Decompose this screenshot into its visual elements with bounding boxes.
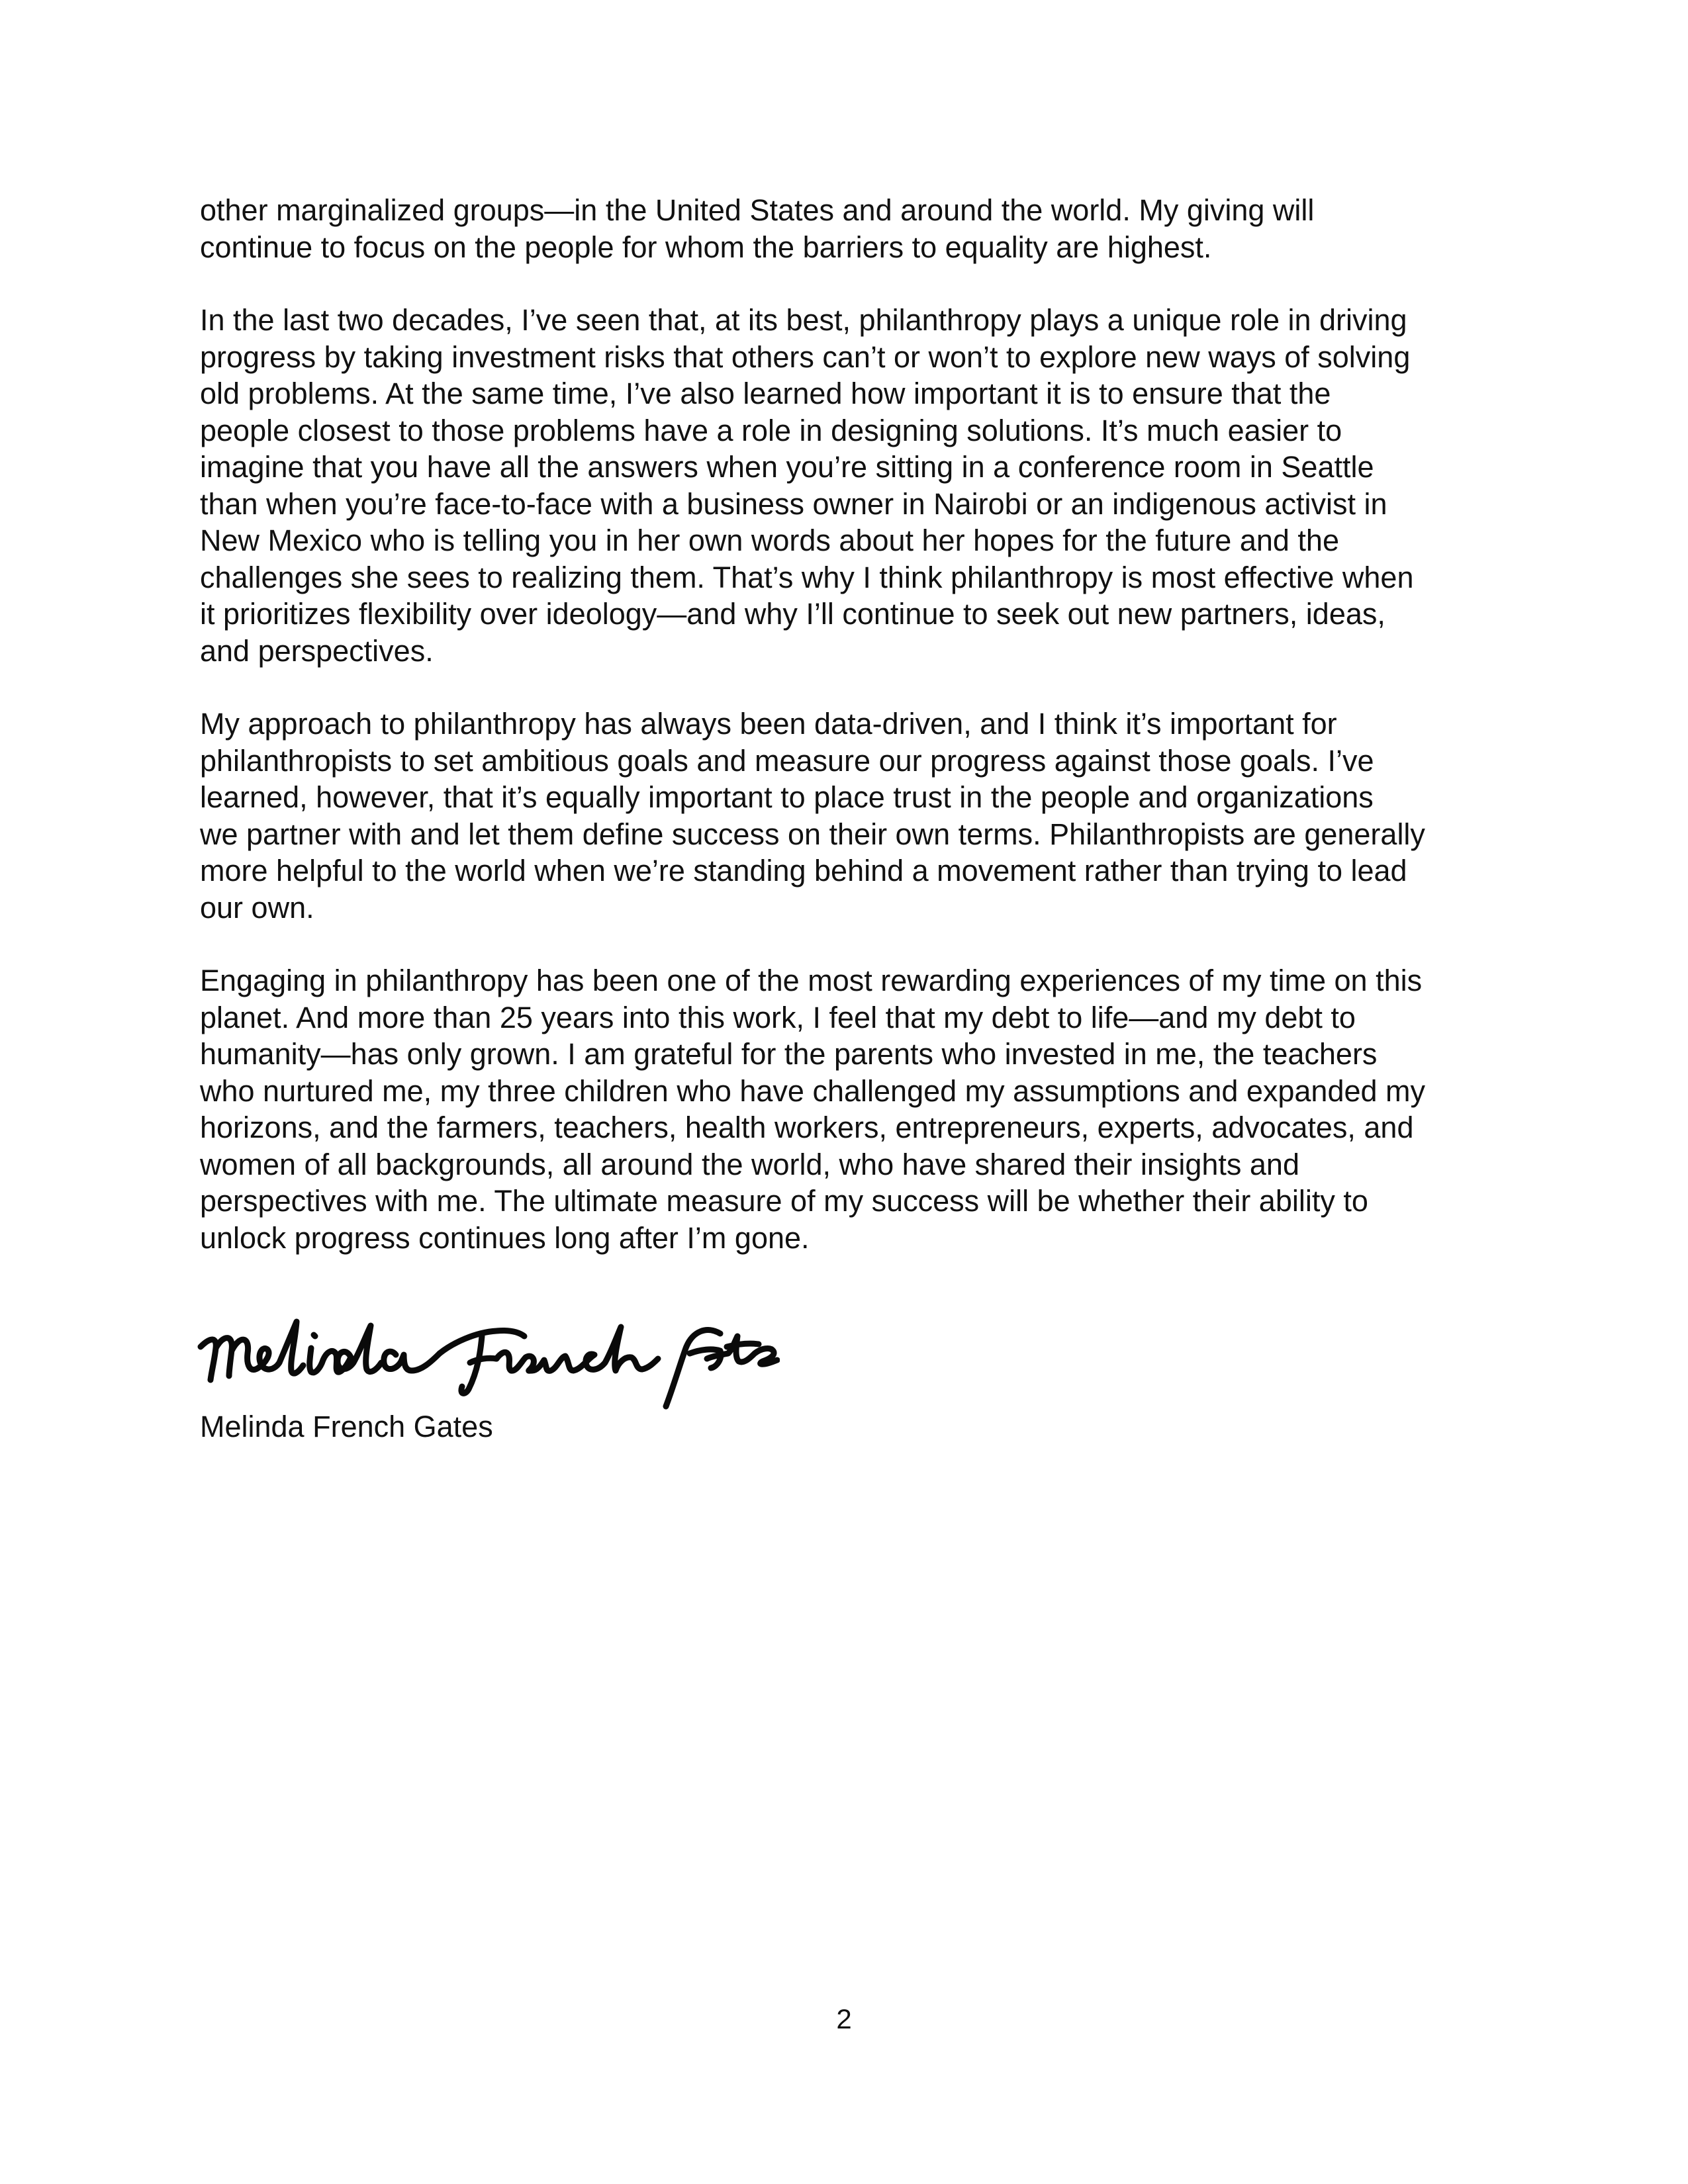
text-line: women of all backgrounds, all around the world, who have shared their insights and — [200, 1147, 1299, 1181]
signature-stroke — [201, 1322, 351, 1380]
text-line: more helpful to the world when we’re standing behind a movement rather than trying to lead — [200, 854, 1407, 887]
text-line: continue to focus on the people for whom the barriers to equality are highest. — [200, 230, 1212, 264]
text-line: humanity—has only grown. I am grateful for the parents who invested in me, the teachers — [200, 1037, 1378, 1071]
text-line: progress by taking investment risks that others can’t or won’t to explore new ways of solving — [200, 340, 1411, 374]
text-line: imagine that you have all the answers when you’re sitting in a conference room in Seattle — [200, 450, 1374, 484]
text-line: My approach to philanthropy has always been data-driven, and I think it’s important for — [200, 707, 1337, 741]
text-line: we partner with and let them define success on their own terms. Philanthropists are generally — [200, 817, 1425, 851]
text-line: and perspectives. — [200, 633, 434, 668]
text-line: other marginalized groups—in the United States and around the world. My giving will — [200, 193, 1315, 227]
text-line: planet. And more than 25 years into this work, I feel that my debt to life—and my debt to — [200, 1000, 1356, 1034]
text-line: challenges she sees to realizing them. That’s why I think philanthropy is most effective when — [200, 560, 1414, 594]
text-line: old problems. At the same time, I’ve also learned how important it is to ensure that the — [200, 377, 1331, 410]
signature-stroke — [666, 1330, 777, 1406]
text-line: it prioritizes flexibility over ideology—and why I’ll continue to seek out new partners, ideas, — [200, 597, 1385, 631]
signer-name: Melinda French Gates — [200, 1410, 493, 1443]
page-number: 2 — [836, 2003, 852, 2034]
text-line: people closest to those problems have a role in designing solutions. It’s much easier to — [200, 413, 1342, 447]
text-line: our own. — [200, 890, 314, 925]
text-line: perspectives with me. The ultimate measure of my success will be whether their ability to — [200, 1184, 1368, 1218]
paragraph — [200, 192, 1504, 265]
text-line: New Mexico who is telling you in her own words about her hopes for the future and the — [200, 523, 1339, 557]
letter-body — [200, 192, 1504, 1293]
text-line: who nurtured me, my three children who have challenged my assumptions and expanded my — [200, 1073, 1426, 1108]
text-line: unlock progress continues long after I’m gone. — [200, 1220, 810, 1255]
text-line: philanthropists to set ambitious goals and measure our progress against those goals. I’ve — [200, 743, 1374, 778]
text-line: than when you’re face-to-face with a business owner in Nairobi or an indigenous activist in — [200, 486, 1387, 521]
text-line: Engaging in philanthropy has been one of the most rewarding experiences of my time on this — [200, 964, 1423, 997]
text-line: horizons, and the farmers, teachers, health workers, entrepreneurs, experts, advocates, and — [200, 1111, 1414, 1144]
handwritten-signature — [197, 1307, 780, 1413]
text-line: In the last two decades, I’ve seen that, at its best, philanthropy plays a unique role in driving — [200, 303, 1407, 337]
signature-stroke — [338, 1326, 440, 1372]
paragraph — [200, 962, 1504, 1256]
paragraph — [200, 705, 1504, 926]
text-line: learned, however, that it’s equally important to place trust in the people and organizations — [200, 780, 1374, 814]
paragraph — [200, 302, 1504, 669]
